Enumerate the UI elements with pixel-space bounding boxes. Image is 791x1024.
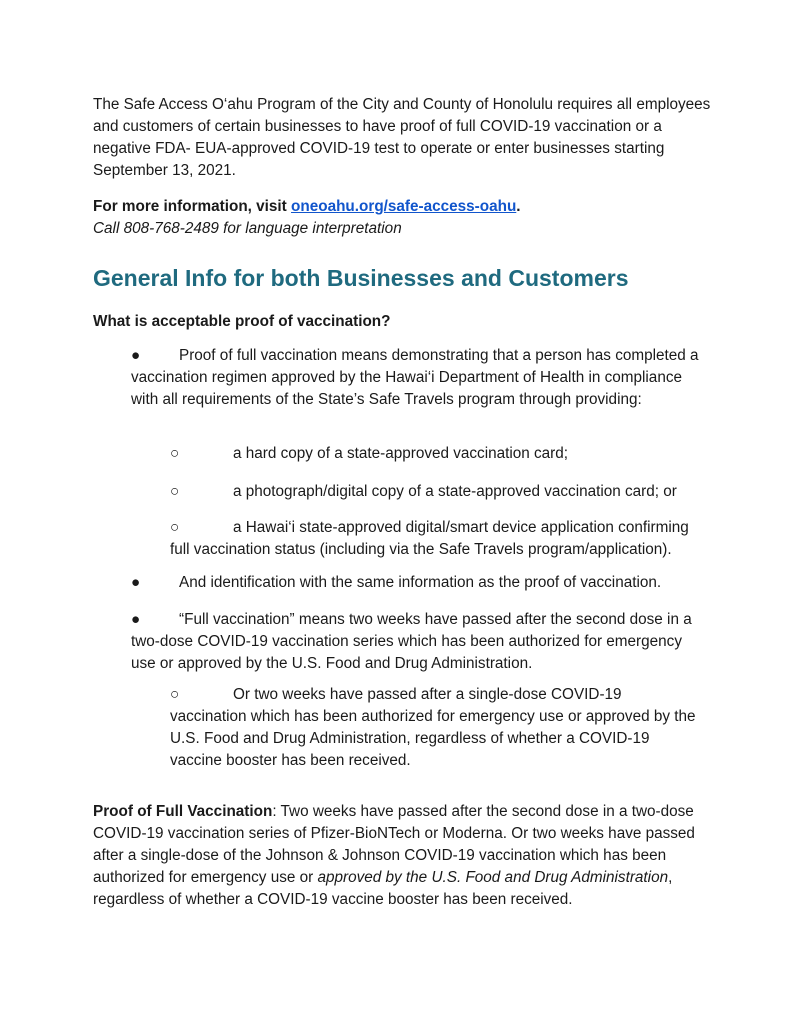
proof-text-2: , regardless of whether a COVID-19 vaccine booster has been received.: [93, 869, 673, 908]
sub-bullet-marker: ○: [170, 445, 180, 462]
sub-bullet-marker: ○: [170, 519, 180, 536]
section-heading: General Info for both Businesses and Customers: [93, 265, 629, 291]
sub-bullet-text: a Hawai‘i state-approved digital/smart device application confirming full vaccination status (including via the Safe Travels program/application).: [170, 519, 689, 558]
more-info-lead: For more information, visit: [93, 198, 292, 215]
question-heading: What is acceptable proof of vaccination?: [93, 313, 391, 330]
list-item: [170, 517, 710, 561]
sub-bullet-text: Or two weeks have passed after a single-dose COVID-19 vaccination which has been authorized for emergency use or approved by the U.S. Food and Drug Administration, regardless of whether a COVID-19 vaccine booster has been received.: [170, 686, 696, 769]
intro-paragraph: The Safe Access O‘ahu Program of the City and County of Honolulu requires all employees and customers of certain businesses to have proof of full COVID-19 vaccination or a negative FDA- EUA-approved COVID-19 test to operate or enter businesses starting September 13, 2021.: [93, 96, 711, 179]
bullet-text: And identification with the same information as the proof of vaccination.: [179, 574, 662, 591]
bullet-marker: ●: [131, 611, 141, 628]
proof-label: Proof of Full Vaccination: [93, 803, 273, 820]
bullet-marker: ●: [131, 574, 141, 591]
bullet-marker: ●: [131, 347, 141, 364]
more-info-block: [93, 196, 713, 240]
list-item: [170, 684, 700, 772]
proof-paragraph: [93, 801, 703, 911]
bullet-text: “Full vaccination” means two weeks have passed after the second dose in a two-dose COVID-19 vaccination series which has been authorized for emergency use or approved by the U.S. Food and Drug Administration.: [131, 611, 692, 672]
proof-text-1: : Two weeks have passed after the second dose in a two-dose COVID-19 vaccination series of Pfizer-BioNTech or Moderna. Or two weeks have passed after a single-dose of the Johnson & Johnson COVID-19 vaccination which has been authorized for emergency use or: [93, 803, 695, 886]
language-interpretation-note: Call 808-768-2489 for language interpretation: [93, 220, 402, 237]
safe-access-link[interactable]: oneoahu.org/safe-access-oahu: [291, 198, 517, 215]
list-item: [131, 345, 701, 411]
sub-bullet-text: a hard copy of a state-approved vaccination card;: [233, 445, 569, 462]
more-info-period: .: [516, 198, 521, 215]
sub-bullet-marker: ○: [170, 686, 180, 703]
proof-italic-text: approved by the U.S. Food and Drug Administration: [317, 869, 669, 886]
sub-bullet-marker: ○: [170, 483, 180, 500]
sub-bullet-text: a photograph/digital copy of a state-approved vaccination card; or: [233, 483, 677, 500]
list-item: [170, 443, 710, 465]
list-item: [131, 572, 701, 594]
bullet-text: Proof of full vaccination means demonstrating that a person has completed a vaccination regimen approved by the Hawai‘i Department of Health in compliance with all requirements of the State’s Safe Travels program through providing:: [131, 347, 699, 408]
list-item: [170, 481, 710, 503]
list-item: [131, 609, 701, 675]
